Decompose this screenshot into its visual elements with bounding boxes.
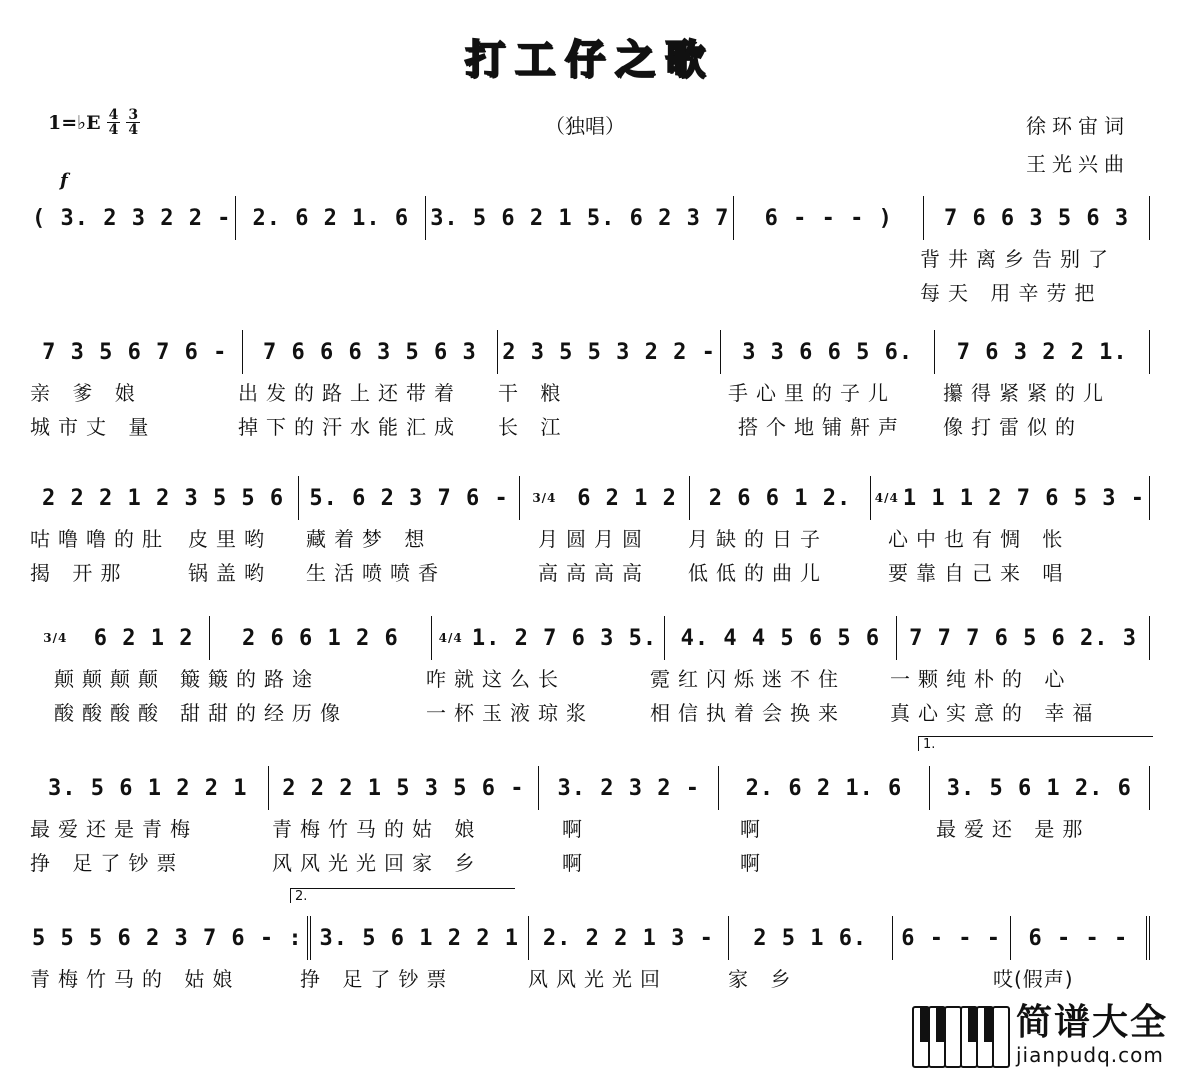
lyric-line-2 xyxy=(28,274,1150,308)
measure: 2 2 2 1 5 3 5 6 - xyxy=(269,766,540,810)
measure: 2. 6 2 1. 6 xyxy=(236,196,426,240)
lyric-text: 掉下的汗水能汇成 xyxy=(238,414,462,439)
measure: 3. 2 3 2 - xyxy=(539,766,719,810)
key-label: 1=♭E xyxy=(48,111,101,134)
staff-line xyxy=(28,196,1150,240)
measure: 3/4 6 2 1 2 xyxy=(520,476,690,520)
measure: 2 6 6 1 2 6 xyxy=(210,616,432,660)
time-signature-3-4: $\frac{3}{4}$ xyxy=(128,107,139,138)
lyric-line-1 xyxy=(28,520,1150,554)
measure: 6 - - - xyxy=(893,916,1011,960)
system-1 xyxy=(28,196,1150,308)
measure: 7 6 3 2 2 1. xyxy=(935,330,1150,374)
time-change-3-4: 3/4 xyxy=(43,631,68,645)
lyric-text: 甜甜的经历像 xyxy=(180,700,348,725)
lyric-text: 霓红闪烁迷不住 xyxy=(650,666,846,691)
lyric-text: 生活喷喷香 xyxy=(306,560,446,585)
lyric-line-2 xyxy=(28,844,1150,878)
lyric-line-1 xyxy=(28,960,1150,994)
watermark-text xyxy=(1016,1003,1168,1067)
lyric-line-2 xyxy=(28,694,1150,728)
measure: 7 6 6 6 3 5 6 3 xyxy=(243,330,499,374)
lyric-text: 挣 足了钞票 xyxy=(30,850,185,875)
lyric-text: 颠颠颠颠 xyxy=(54,666,166,691)
measure: 3 3 6 6 5 6. xyxy=(721,330,936,374)
lyric-line-2 xyxy=(28,408,1150,442)
measure: 4/4 1. 2 7 6 3 5. xyxy=(432,616,665,660)
lyric-text: 青梅竹马的 姑娘 xyxy=(30,966,241,991)
time-change-4-4: 4/4 xyxy=(874,491,899,505)
lyric-text: 锅盖哟 xyxy=(188,560,272,585)
lyric-text: 藏着梦 想 xyxy=(306,526,433,551)
lyric-text: 月缺的日子 xyxy=(688,526,828,551)
lyric-text: 出发的路上还带着 xyxy=(238,380,462,405)
lyric-text: 最爱还 是那 xyxy=(936,816,1091,841)
lyric-line-1 xyxy=(28,810,1150,844)
system-2 xyxy=(28,330,1150,442)
measure: 7 3 5 6 7 6 - xyxy=(28,330,243,374)
song-title: 打工仔之歌 xyxy=(465,36,715,83)
watermark-name: 简谱大全 xyxy=(1015,1002,1168,1043)
lyric-line-1 xyxy=(28,660,1150,694)
lyric-text: 风风光光回家 乡 xyxy=(272,850,483,875)
measure: 5 5 5 6 2 3 7 6 - : xyxy=(28,916,311,960)
lyric-text: 最爱还是青梅 xyxy=(30,816,198,841)
lyric-text: 搭个地铺鼾声 xyxy=(738,414,906,439)
measure: 3. 5 6 1 2 2 1 xyxy=(28,766,269,810)
lyric-text: 酸酸酸酸 xyxy=(54,700,166,725)
lyric-line-1 xyxy=(28,240,1150,274)
measure: 2. 2 2 1 3 - xyxy=(529,916,729,960)
lyric-text: 啊 xyxy=(740,816,768,841)
lyric-text: 每天 用辛劳把 xyxy=(920,280,1103,305)
staff-line xyxy=(28,476,1150,520)
measure: 3. 5 6 1 2 2 1 xyxy=(311,916,529,960)
lyricist-credit: 徐环宙词 xyxy=(1026,114,1130,138)
measure: 2. 6 2 1. 6 xyxy=(719,766,929,810)
lyric-text: 咕噜噜的肚 xyxy=(30,526,170,551)
measure: 2 2 2 1 2 3 5 5 6 xyxy=(28,476,299,520)
lyric-text: 家 乡 xyxy=(728,966,799,991)
measure: 6 - - - ) xyxy=(734,196,924,240)
lyric-text: 挣 足了钞票 xyxy=(300,966,455,991)
system-4 xyxy=(28,616,1150,728)
system-3 xyxy=(28,476,1150,588)
lyric-text: 簸簸的路途 xyxy=(180,666,320,691)
lyric-text: 要靠自己来 唱 xyxy=(888,560,1071,585)
watermark-url: jianpudq.com xyxy=(1015,1043,1164,1067)
system-5 xyxy=(28,737,1150,878)
time-change-3-4: 3/4 xyxy=(532,491,557,505)
measure: 5. 6 2 3 7 6 - xyxy=(299,476,520,520)
lyric-text: 城市丈 量 xyxy=(30,414,157,439)
piano-keys-icon xyxy=(912,1006,1008,1064)
lyric-text: 一杯玉液琼浆 xyxy=(426,700,594,725)
lyric-text: 心中也有惆 怅 xyxy=(888,526,1071,551)
measure: 3/4 6 2 1 2 xyxy=(28,616,210,660)
lyric-text: 高高高高 xyxy=(538,560,650,585)
lyric-text: 手心里的子儿 xyxy=(728,380,896,405)
lyric-text: 像打雷似的 xyxy=(943,414,1083,439)
first-ending-bracket: 1. xyxy=(918,736,1153,751)
measure: 2 5 1 6. xyxy=(729,916,893,960)
lyric-text: 咋就这么长 xyxy=(426,666,566,691)
composer-credit: 王光兴曲 xyxy=(1026,152,1130,176)
staff-line xyxy=(28,616,1150,660)
measure: ( 3. 2 3 2 2 - xyxy=(28,196,236,240)
lyric-text: 啊 xyxy=(562,816,590,841)
measure: 7 6 6 3 5 6 3 xyxy=(924,196,1150,240)
lyric-text: 攥得紧紧的儿 xyxy=(943,380,1111,405)
lyric-text: 真心实意的 幸福 xyxy=(890,700,1101,725)
lyric-line-2 xyxy=(28,554,1150,588)
watermark xyxy=(912,1003,1168,1067)
subtitle: （独唱） xyxy=(545,114,625,138)
measure: 4/4 1 1 1 2 7 6 5 3 - xyxy=(871,476,1150,520)
measure: 2 6 6 1 2. xyxy=(690,476,870,520)
lyric-text: 长 江 xyxy=(498,414,569,439)
measure: 6 - - - xyxy=(1011,916,1150,960)
measure: 2 3 5 5 3 2 2 - xyxy=(498,330,721,374)
staff-line xyxy=(28,766,1150,810)
lyric-text: 青梅竹马的姑 娘 xyxy=(272,816,483,841)
lyric-text: 亲 爹 娘 xyxy=(30,380,143,405)
lyric-line-1 xyxy=(28,374,1150,408)
lyric-text: 揭 开那 xyxy=(30,560,129,585)
lyric-text: 啊 xyxy=(562,850,590,875)
staff-line xyxy=(28,916,1150,960)
lyric-text: 干 粮 xyxy=(498,380,569,405)
dynamic-marking: f xyxy=(60,170,68,191)
lyric-text: 风风光光回 xyxy=(528,966,668,991)
time-signature-4-4: $\frac{4}{4}$ xyxy=(108,107,119,138)
lyric-text: 背井离乡告别了 xyxy=(920,246,1116,271)
measure: 7 7 7 6 5 6 2. 3 xyxy=(897,616,1150,660)
lyric-text: 哎(假声) xyxy=(993,966,1074,991)
measure: 3. 5 6 2 1 5. 6 2 3 7 xyxy=(426,196,734,240)
lyric-text: 低低的曲儿 xyxy=(688,560,828,585)
lyric-text: 一颗纯朴的 心 xyxy=(890,666,1073,691)
lyric-text: 皮里哟 xyxy=(188,526,272,551)
staff-line xyxy=(28,330,1150,374)
lyric-text: 啊 xyxy=(740,850,768,875)
lyric-text: 月圆月圆 xyxy=(538,526,650,551)
time-change-4-4: 4/4 xyxy=(438,631,463,645)
measure: 3. 5 6 1 2. 6 xyxy=(930,766,1150,810)
second-ending-bracket: 2. xyxy=(290,888,515,903)
system-6 xyxy=(28,889,1150,994)
lyric-text: 相信执着会换来 xyxy=(650,700,846,725)
measure: 4. 4 4 5 6 5 6 xyxy=(665,616,898,660)
key-signature xyxy=(48,108,140,137)
